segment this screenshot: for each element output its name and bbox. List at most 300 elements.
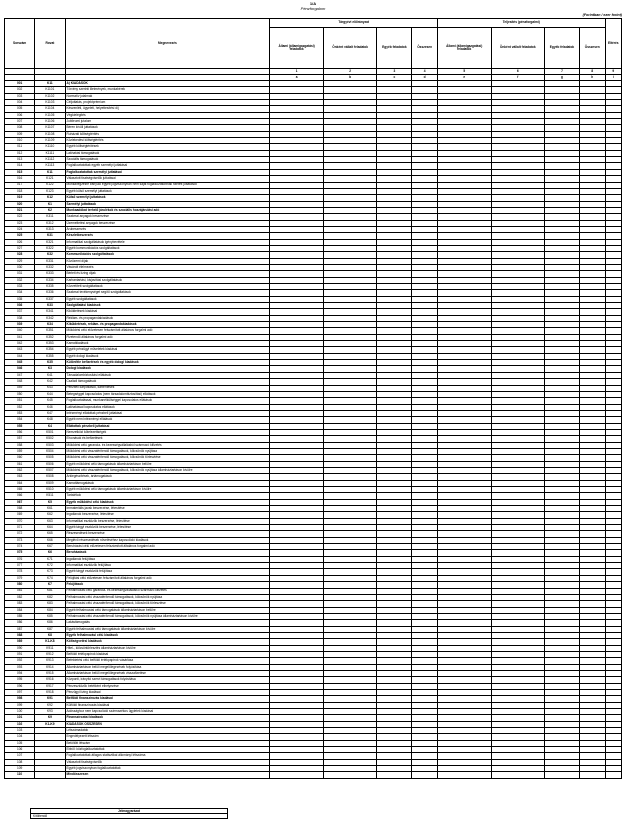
row-description: Társadalombiztosítási ellátások: [65, 372, 270, 378]
row-code: K333: [35, 271, 65, 277]
col-letter: i: [605, 75, 621, 81]
row-number: 031: [5, 271, 35, 277]
row-code: K911: [35, 645, 65, 651]
row-code: K917: [35, 683, 65, 689]
row-code: K3: [35, 366, 65, 372]
row-code: K91: [35, 696, 65, 702]
row-code: K508: [35, 474, 65, 480]
row-code: K121: [35, 176, 65, 182]
value-cell: [377, 772, 412, 778]
row-number: 026: [5, 239, 35, 245]
row-code: K71: [35, 556, 65, 562]
row-code: K122: [35, 182, 65, 188]
row-number: 020: [5, 201, 35, 207]
row-number: 025: [5, 233, 35, 239]
row-number: 009: [5, 131, 35, 137]
row-description: Szociális támogatások: [65, 157, 270, 163]
row-number: 101: [5, 715, 35, 721]
col-index: 9: [605, 69, 621, 75]
row-number: 082: [5, 594, 35, 600]
row-description: Betegséggel kapcsolatos (nem társadalombiztosítási) ellátások: [65, 391, 270, 397]
row-number: 094: [5, 670, 35, 676]
row-description: Engedélyezett létszám: [65, 734, 270, 740]
row-description: Adóssághoz nem kapcsolódó származékos ügyletek kiadásai: [65, 709, 270, 715]
row-description: Államháztartáson belüli megelőlegezések visszafizetése: [65, 670, 270, 676]
row-code: K7: [35, 582, 65, 588]
row-description: Beruházások: [65, 550, 270, 556]
row-description: Céljuttatás, projektprémium: [65, 100, 270, 106]
row-number: 072: [5, 531, 35, 537]
row-code: K42: [35, 379, 65, 385]
row-description: Külső személyi juttatások: [65, 195, 270, 201]
row-description: Egyéb költségtérítések: [65, 144, 270, 150]
col-rovat: Rovat: [35, 19, 65, 69]
row-description: Családi támogatások: [65, 379, 270, 385]
row-code: K503: [35, 442, 65, 448]
row-code: K355: [35, 353, 65, 359]
row-description: Készenléti, ügyeleti, helyettesítési díj: [65, 106, 270, 112]
row-description: Dologi kiadások: [65, 366, 270, 372]
row-description: KIADÁSOK ÖSSZESEN: [65, 721, 270, 727]
row-description: Informatikai eszközök felújítása: [65, 563, 270, 569]
row-description: Működési célú előzetesen felszámított általános forgalmi adó: [65, 328, 270, 334]
row-number: 080: [5, 582, 35, 588]
row-code: K41: [35, 372, 65, 378]
row-code: K313: [35, 226, 65, 232]
row-description: Jubileumi jutalom: [65, 119, 270, 125]
report-title: 1/A: [309, 1, 317, 6]
row-code: K312: [35, 220, 65, 226]
row-number: 091: [5, 651, 35, 657]
row-code: K123: [35, 188, 65, 194]
row-number: 045: [5, 360, 35, 366]
row-description: Államháztartáson belüli megelőlegezések folyósítása: [65, 664, 270, 670]
row-description: Betöltött létszám: [65, 740, 270, 746]
row-description: Költségvetési kiadások: [65, 639, 270, 645]
col-letter: d: [412, 75, 438, 81]
row-number: 063: [5, 474, 35, 480]
row-number: 055: [5, 423, 35, 429]
row-number: 022: [5, 214, 35, 220]
sub-osszesen-2: Összesen: [579, 28, 605, 69]
row-code: K43: [35, 385, 65, 391]
row-number: 001: [5, 81, 35, 87]
row-code: K913: [35, 658, 65, 664]
row-description: Végkielégítés: [65, 112, 270, 118]
row-number: 032: [5, 277, 35, 283]
row-number: 050: [5, 391, 35, 397]
row-description: Ellátottak pénzbeli juttatásai: [65, 423, 270, 429]
row-description: Béren kívüli juttatások: [65, 125, 270, 131]
row-number: 018: [5, 188, 35, 194]
row-description: A) KIADÁSOK: [65, 81, 270, 87]
row-code: K47: [35, 410, 65, 416]
row-description: Részesedések beszerzése: [65, 531, 270, 537]
col-index: 6: [491, 69, 545, 75]
row-number: 092: [5, 658, 35, 664]
row-number: 049: [5, 385, 35, 391]
row-description: Immateriális javak beszerzése, létesítése: [65, 506, 270, 512]
row-number: 095: [5, 677, 35, 683]
row-code: K342: [35, 315, 65, 321]
row-code: K93: [35, 709, 65, 715]
row-code: K62: [35, 512, 65, 518]
row-description: Hitel-, kölcsöntörlesztés államháztartáson kívülre: [65, 645, 270, 651]
row-description: Mindösszesen: [65, 772, 270, 778]
row-number: 057: [5, 436, 35, 442]
row-code: K2: [35, 207, 65, 213]
row-number: 006: [5, 112, 35, 118]
row-number: 102: [5, 721, 35, 727]
value-cell: [412, 772, 438, 778]
row-description: Egyéb dologi kiadások: [65, 353, 270, 359]
row-code: K73: [35, 569, 65, 575]
row-description: Árkiegészítések, ártámogatások: [65, 474, 270, 480]
legend-title: Jelmagyarázat: [31, 809, 228, 814]
row-number: 068: [5, 506, 35, 512]
row-code: K32: [35, 252, 65, 258]
group-teljesites: Teljesítés (pénzforgalmi): [437, 19, 605, 28]
legend: [30, 808, 228, 819]
row-description: Kiküldetések, reklám- és propagandakiadások: [65, 322, 270, 328]
value-cell: [545, 772, 580, 778]
row-description: Készletbeszerzés: [65, 233, 270, 239]
row-code: K61: [35, 506, 65, 512]
row-number: 014: [5, 163, 35, 169]
row-code: K72: [35, 563, 65, 569]
row-number: 069: [5, 512, 35, 518]
row-code: K33: [35, 303, 65, 309]
row-description: Kamatkiadások: [65, 341, 270, 347]
row-number: 013: [5, 157, 35, 163]
row-code: K92: [35, 702, 65, 708]
row-number: 021: [5, 207, 35, 213]
sub-egyeb-1: Egyéb feladatok: [377, 28, 412, 69]
row-number: 079: [5, 575, 35, 581]
row-number: 004: [5, 100, 35, 106]
row-description: Befektetési célú belföldi értékpapírok vásárlása: [65, 658, 270, 664]
value-cell: [605, 772, 621, 778]
legend-row: Kitöltendő: [31, 814, 228, 819]
row-code: K4: [35, 423, 65, 429]
row-code: K507: [35, 467, 65, 473]
row-description: Ingatlanok beszerzése, létesítése: [65, 512, 270, 518]
row-code: K5: [35, 499, 65, 505]
row-description: Informatikai szolgáltatások igénybevétele: [65, 239, 270, 245]
row-description: Foglalkoztatottak személyi juttatásai: [65, 169, 270, 175]
row-number: 056: [5, 429, 35, 435]
row-description: Egyéb felhalmozási célú támogatások államháztartáson kívülre: [65, 626, 270, 632]
row-number: 048: [5, 379, 35, 385]
col-index: 3: [377, 69, 412, 75]
row-code: K66: [35, 537, 65, 543]
row-description: Egyéb külső személyi juttatások: [65, 188, 270, 194]
row-description: Finanszírozási kiadások: [65, 715, 270, 721]
row-code: K353: [35, 341, 65, 347]
row-description: Üzemeltetési anyagok beszerzése: [65, 220, 270, 226]
row-code: K509: [35, 480, 65, 486]
row-code: K35: [35, 360, 65, 366]
row-code: K31: [35, 233, 65, 239]
row-number: 110: [5, 772, 35, 778]
row-number: 035: [5, 296, 35, 302]
col-megnevezes: Megnevezés: [65, 19, 270, 69]
row-number: 034: [5, 290, 35, 296]
row-description: Működési célú visszatérítendő támogatások, kölcsönök nyújtása: [65, 448, 270, 454]
row-description: Egyéb működési célú támogatások államháztartáson belülre: [65, 461, 270, 467]
row-code: K1109: [35, 138, 65, 144]
row-code: K83: [35, 601, 65, 607]
row-code: K321: [35, 239, 65, 245]
value-cell: [437, 772, 491, 778]
row-code: K11: [35, 81, 65, 87]
row-number: 023: [5, 220, 35, 226]
row-code: K331: [35, 258, 65, 264]
row-code: K1105: [35, 112, 65, 118]
row-code: K322: [35, 245, 65, 251]
row-description: Kommunikációs szolgáltatások: [65, 252, 270, 258]
row-description: Szakmai tevékenységet segítő szolgáltatások: [65, 290, 270, 296]
row-number: 064: [5, 480, 35, 486]
row-code: K351: [35, 328, 65, 334]
row-description: Felhalmozási célú garancia- és kezességvállalásból származó kifizetés: [65, 588, 270, 594]
row-description: Ebből: közfoglalkoztatottak: [65, 747, 270, 753]
col-letter: f: [491, 75, 545, 81]
col-letter: c: [377, 75, 412, 81]
row-description: Lakástámogatás: [65, 620, 270, 626]
row-code: K48: [35, 417, 65, 423]
row-description: Pénzügyi lízing kiadásai: [65, 690, 270, 696]
row-number: 015: [5, 169, 35, 175]
row-number: 039: [5, 322, 35, 328]
row-number: 024: [5, 226, 35, 232]
row-description: Bérleti és lízing díjak: [65, 271, 270, 277]
row-code: K915: [35, 670, 65, 676]
row-description: Karbantartási, kisjavítási szolgáltatások: [65, 277, 270, 283]
value-cell: [579, 772, 605, 778]
row-description: Működési célú visszatérítendő támogatások, kölcsönök törlesztése: [65, 455, 270, 461]
row-number: 036: [5, 303, 35, 309]
row-description: Vásárolt élelmezés: [65, 264, 270, 270]
col-index: 8: [579, 69, 605, 75]
row-code: K65: [35, 531, 65, 537]
sub-allami-1: Állami (államigazgatási) feladatok: [270, 28, 324, 69]
row-number: 107: [5, 753, 35, 759]
row-number: 093: [5, 664, 35, 670]
col-letter: b: [323, 75, 377, 81]
row-description: Normatív jutalmak: [65, 93, 270, 99]
row-description: Munkavégzésre irányuló egyéb jogviszonyban nem saját foglalkoztatottnak fizetett juttatások: [65, 182, 270, 188]
row-number: 054: [5, 417, 35, 423]
row-number: 061: [5, 461, 35, 467]
row-code: K510: [35, 487, 65, 493]
row-number: 010: [5, 138, 35, 144]
row-code: K335: [35, 284, 65, 290]
row-number: 085: [5, 613, 35, 619]
row-number: 104: [5, 734, 35, 740]
col-index: 7: [545, 69, 580, 75]
row-description: Egyéb tárgyi eszközök felújítása: [65, 569, 270, 575]
row-number: 103: [5, 728, 35, 734]
row-description: Egyéb kommunikációs szolgáltatások: [65, 245, 270, 251]
row-number: 033: [5, 284, 35, 290]
group-eloiranyzat: Tárgyévi előirányzat: [270, 19, 438, 28]
row-description: Választott tisztségviselők: [65, 759, 270, 765]
row-code: K1-K8: [35, 639, 65, 645]
row-number: 098: [5, 696, 35, 702]
unit-note: (Forintban / ezer forint): [582, 13, 622, 17]
row-description: Felújítások: [65, 582, 270, 588]
row-code: K67: [35, 544, 65, 550]
row-number: 012: [5, 150, 35, 156]
row-code: K1112: [35, 157, 65, 163]
row-code: K1102: [35, 93, 65, 99]
row-code: K8: [35, 632, 65, 638]
row-code: K1101: [35, 87, 65, 93]
col-letter: e: [437, 75, 491, 81]
row-number: 047: [5, 372, 35, 378]
row-description: Külföldi finanszírozás kiadásai: [65, 702, 270, 708]
row-number: 003: [5, 93, 35, 99]
row-number: 028: [5, 252, 35, 258]
row-code: K311: [35, 214, 65, 220]
row-code: K81: [35, 588, 65, 594]
sub-onkent-2: Önként vállalt feladatok: [491, 28, 545, 69]
sub-allami-2: Állami (államigazgatási) feladatok: [437, 28, 491, 69]
row-number: 027: [5, 245, 35, 251]
row-number: 029: [5, 258, 35, 264]
row-number: 070: [5, 518, 35, 524]
col-letter: h: [579, 75, 605, 81]
sub-onkent-1: Önként vállalt feladatok: [323, 28, 377, 69]
row-code: K332: [35, 264, 65, 270]
row-code: K1106: [35, 119, 65, 125]
row-code: [35, 772, 65, 778]
row-number: 058: [5, 442, 35, 448]
col-elteres: Eltérés: [605, 19, 621, 69]
row-code: K336: [35, 290, 65, 296]
row-number: 100: [5, 709, 35, 715]
row-number: 042: [5, 341, 35, 347]
row-code: K87: [35, 626, 65, 632]
row-number: 084: [5, 607, 35, 613]
row-code: K34: [35, 322, 65, 328]
row-number: 108: [5, 759, 35, 765]
row-code: K501: [35, 429, 65, 435]
row-number: 081: [5, 588, 35, 594]
row-code: K918: [35, 690, 65, 696]
row-code: K341: [35, 309, 65, 315]
row-description: Belföldi értékpapírok kiadásai: [65, 651, 270, 657]
row-description: Elvonások és befizetések: [65, 436, 270, 442]
row-code: K334: [35, 277, 65, 283]
row-code: K337: [35, 296, 65, 302]
row-code: K63: [35, 518, 65, 524]
row-number: 096: [5, 683, 35, 689]
row-number: 041: [5, 334, 35, 340]
value-cell: [323, 772, 377, 778]
row-description: Foglalkoztatottak átlagos statisztikai állományi létszáma: [65, 753, 270, 759]
col-index: 2: [323, 69, 377, 75]
row-code: K354: [35, 347, 65, 353]
row-number: 078: [5, 569, 35, 575]
row-description: Közüzemi díjak: [65, 258, 270, 264]
row-number: 099: [5, 702, 35, 708]
row-code: K85: [35, 613, 65, 619]
row-number: 046: [5, 366, 35, 372]
row-description: Belföldi finanszírozás kiadásai: [65, 696, 270, 702]
col-index: 5: [437, 69, 491, 75]
row-description: Törvény szerinti illetmények, munkabérek: [65, 87, 270, 93]
row-description: Pénzbeli kárpótlások, kártérítések: [65, 385, 270, 391]
report-table: [4, 18, 622, 779]
value-cell: [270, 772, 324, 778]
row-number: 089: [5, 639, 35, 645]
col-letter: g: [545, 75, 580, 81]
row-description: Egyéb jogviszonyban foglalkoztatottak: [65, 766, 270, 772]
row-code: K1113: [35, 163, 65, 169]
col-index: 4: [412, 69, 438, 75]
row-number: 065: [5, 487, 35, 493]
row-number: 090: [5, 645, 35, 651]
row-code: K504: [35, 448, 65, 454]
row-number: 071: [5, 525, 35, 531]
row-code: K1104: [35, 106, 65, 112]
row-code: K916: [35, 677, 65, 683]
row-description: Kiküldetések kiadásai: [65, 309, 270, 315]
sub-egyeb-2: Egyéb feladatok: [545, 28, 580, 69]
row-number: 051: [5, 398, 35, 404]
row-code: K45: [35, 398, 65, 404]
row-code: K1108: [35, 131, 65, 137]
row-description: Tartalékok: [65, 493, 270, 499]
row-number: 019: [5, 195, 35, 201]
row-code: K505: [35, 455, 65, 461]
row-number: 008: [5, 125, 35, 131]
row-description: Egyéb felhalmozási célú kiadások: [65, 632, 270, 638]
row-number: 060: [5, 455, 35, 461]
row-number: 074: [5, 544, 35, 550]
row-description: Működési célú garancia- és kezességvállalásból származó kifizetés: [65, 442, 270, 448]
row-number: 005: [5, 106, 35, 112]
row-description: Lakhatással kapcsolatos ellátások: [65, 404, 270, 410]
row-number: 105: [5, 740, 35, 746]
row-code: K86: [35, 620, 65, 626]
row-description: Egyéb nem intézményi ellátások: [65, 417, 270, 423]
row-description: Foglalkoztatottak egyéb személyi juttatásai: [65, 163, 270, 169]
row-number: 038: [5, 315, 35, 321]
row-description: Árubeszerzés: [65, 226, 270, 232]
row-description: Központi, irányító szervi támogatások folyósítása: [65, 677, 270, 683]
row-number: 044: [5, 353, 35, 359]
row-description: Meglévő részesedések növeléséhez kapcsolódó kiadások: [65, 537, 270, 543]
table-row: [5, 772, 622, 778]
row-description: Közlekedési költségtérítés: [65, 138, 270, 144]
row-number: 017: [5, 182, 35, 188]
row-description: Pénzeszközök betétként elhelyezése: [65, 683, 270, 689]
row-number: 002: [5, 87, 35, 93]
row-number: 052: [5, 404, 35, 410]
row-number: 086: [5, 620, 35, 626]
report-subtitle: Pénzforgalom: [300, 6, 326, 11]
row-description: Egyéb tárgyi eszközök beszerzése, létesítése: [65, 525, 270, 531]
row-description: Informatikai eszközök beszerzése, létesítése: [65, 518, 270, 524]
row-number: 037: [5, 309, 35, 315]
row-description: Intézményi ellátottak pénzbeli juttatásai: [65, 410, 270, 416]
row-description: Beruházási célú előzetesen felszámított általános forgalmi adó: [65, 544, 270, 550]
col-index: 1: [270, 69, 324, 75]
row-description: Közvetített szolgáltatások: [65, 284, 270, 290]
